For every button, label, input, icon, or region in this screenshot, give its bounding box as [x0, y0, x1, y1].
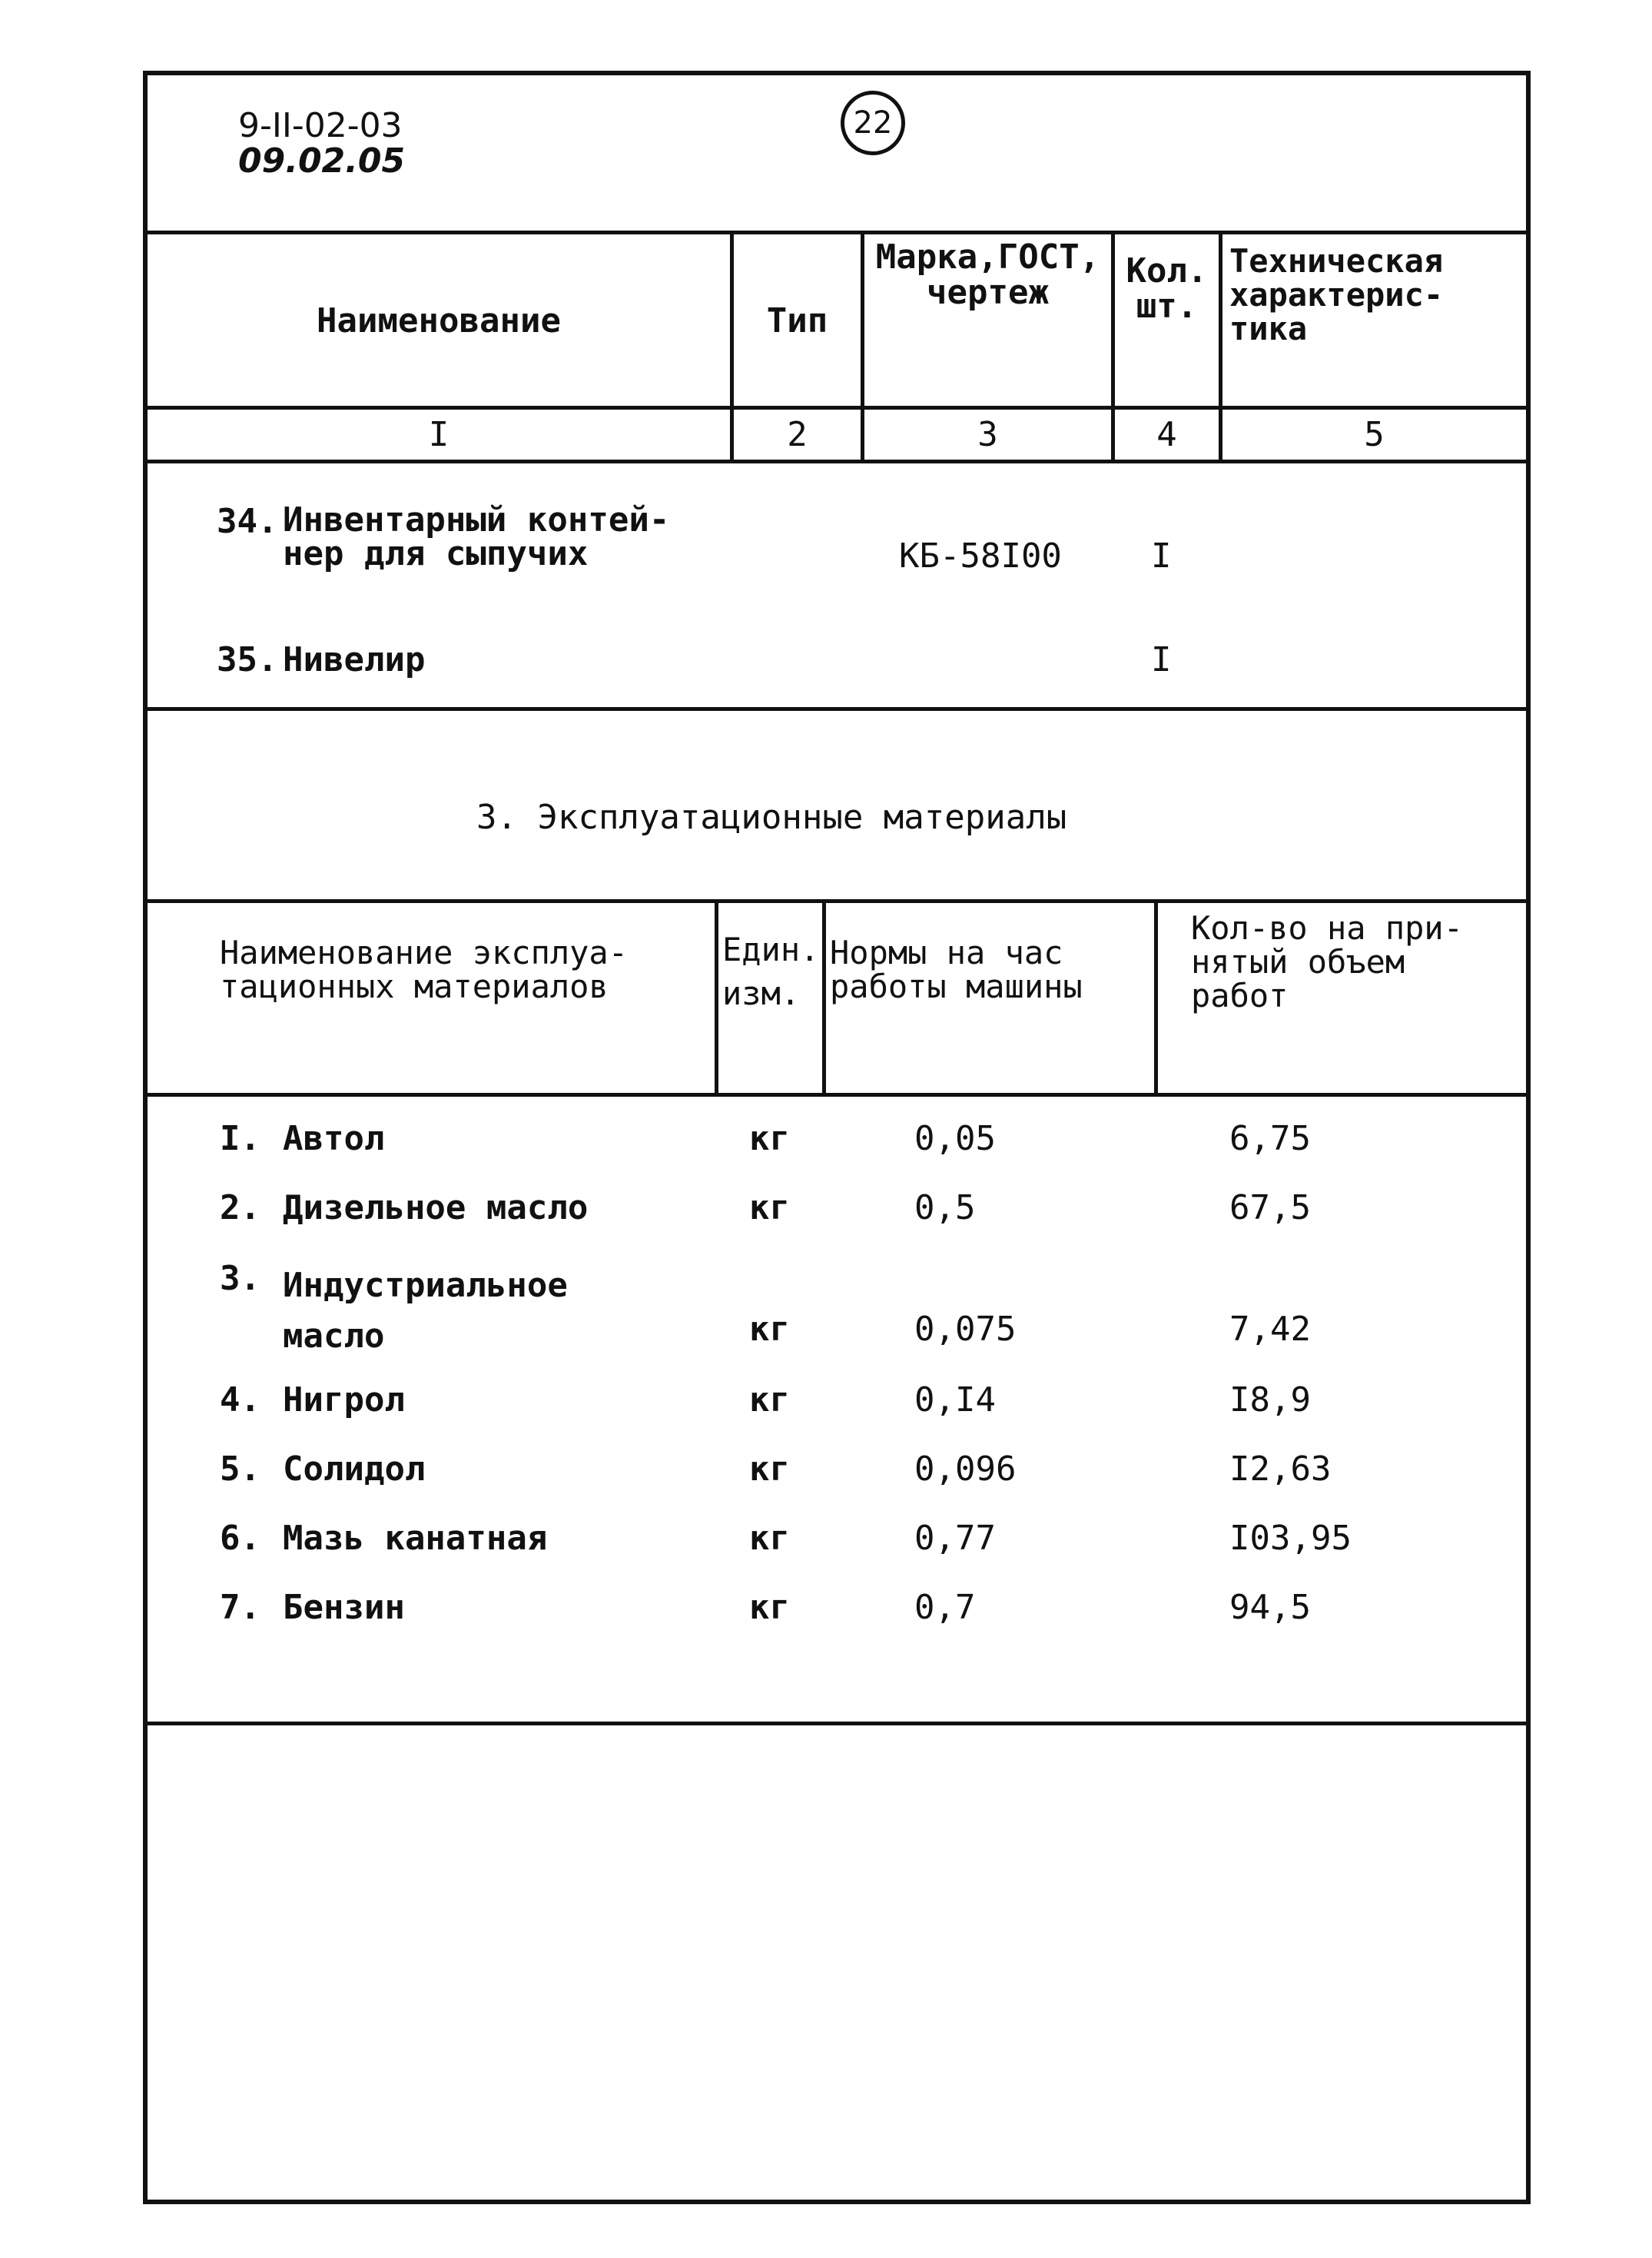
mat-row-number: 6.	[220, 1519, 260, 1558]
doc-date: 09.02.05	[238, 141, 406, 181]
mat-header-qty: Кол-во на при- нятый объем работ	[1191, 909, 1464, 1015]
mat-row-number: 5.	[220, 1449, 260, 1489]
mat-row-unit: кг	[749, 1119, 790, 1158]
col-header-type: Тип	[766, 301, 828, 340]
mat-row-norm: 0,05	[914, 1119, 996, 1158]
rule-section-top	[143, 707, 1531, 711]
mat-row-norm: 0,075	[914, 1310, 1017, 1349]
mat-row-qty: 94,5	[1229, 1588, 1311, 1627]
mat-row-norm: 0,096	[914, 1449, 1017, 1489]
mat-row-unit: кг	[749, 1449, 790, 1489]
mat-row-name: Индустриальное масло	[283, 1266, 568, 1356]
mat-row-qty: 6,75	[1229, 1119, 1311, 1158]
mat-header-unit: Един. изм.	[722, 931, 820, 1012]
mat-row-number: I.	[220, 1119, 260, 1158]
col-number-1: I	[428, 415, 449, 454]
mat-row-qty: 67,5	[1229, 1188, 1311, 1227]
mat-row-name: Дизельное масло	[283, 1188, 589, 1227]
col-number-3: 3	[977, 415, 998, 454]
mat-row-name: Бензин	[283, 1588, 405, 1627]
equipment-row-name: Инвентарный контей- нер для сыпучих	[283, 500, 670, 573]
mat-row-unit: кг	[749, 1310, 790, 1349]
rule-numbers-bottom	[143, 460, 1531, 463]
col-header-qty: Кол. шт.	[1126, 251, 1208, 327]
mat-col-divider-3	[1154, 899, 1158, 1097]
equipment-row-mark: КБ-58I00	[899, 536, 1062, 576]
mat-row-norm: 0,77	[914, 1519, 996, 1558]
mat-header-name: Наименование эксплуа- тационных материалов	[220, 934, 629, 1006]
mat-row-unit: кг	[749, 1380, 790, 1420]
col-header-mark: Марка,ГОСТ, чертеж	[875, 237, 1100, 313]
mat-row-number: 2.	[220, 1188, 260, 1227]
equipment-row-name: Нивелир	[283, 640, 426, 679]
mat-col-divider-1	[715, 899, 718, 1097]
equipment-row-qty: I	[1151, 536, 1172, 576]
mat-row-norm: 0,I4	[914, 1380, 996, 1420]
mat-row-number: 3.	[220, 1259, 260, 1298]
rule-section-bottom	[143, 899, 1531, 903]
mat-row-norm: 0,5	[914, 1188, 976, 1227]
equipment-row-number: 34.	[217, 502, 278, 541]
mat-row-name: Нигрол	[283, 1380, 405, 1420]
mat-row-unit: кг	[749, 1519, 790, 1558]
doc-code: 9-II-02-03	[238, 106, 403, 145]
rule-materials-header-bottom	[143, 1093, 1531, 1097]
mat-row-qty: 7,42	[1229, 1310, 1311, 1349]
mat-row-unit: кг	[749, 1188, 790, 1227]
page-number-badge	[841, 91, 905, 155]
mat-row-name: Мазь канатная	[283, 1519, 548, 1558]
mat-row-number: 7.	[220, 1588, 260, 1627]
col-number-5: 5	[1364, 415, 1385, 454]
mat-row-unit: кг	[749, 1588, 790, 1627]
col-header-name: Наименование	[317, 301, 561, 340]
mat-header-norm: Нормы на час работы машины	[830, 934, 1083, 1006]
col-header-spec: Техническая характерис- тика	[1229, 242, 1444, 348]
mat-row-number: 4.	[220, 1380, 260, 1420]
mat-row-qty: I03,95	[1229, 1519, 1352, 1558]
equipment-row-number: 35.	[217, 640, 278, 679]
mat-col-divider-2	[822, 899, 826, 1097]
mat-row-name: Солидол	[283, 1449, 426, 1489]
rule-materials-bottom	[143, 1722, 1531, 1725]
section-title: 3. Эксплуатационные материалы	[476, 798, 1067, 837]
col-number-2: 2	[787, 415, 808, 454]
mat-row-qty: I8,9	[1229, 1380, 1311, 1420]
col-number-4: 4	[1156, 415, 1177, 454]
mat-row-norm: 0,7	[914, 1588, 976, 1627]
equipment-row-qty: I	[1151, 640, 1172, 679]
rule-header-top	[143, 231, 1531, 234]
mat-row-name: Автол	[283, 1119, 385, 1158]
page-number: 22	[853, 105, 893, 141]
mat-row-qty: I2,63	[1229, 1449, 1332, 1489]
